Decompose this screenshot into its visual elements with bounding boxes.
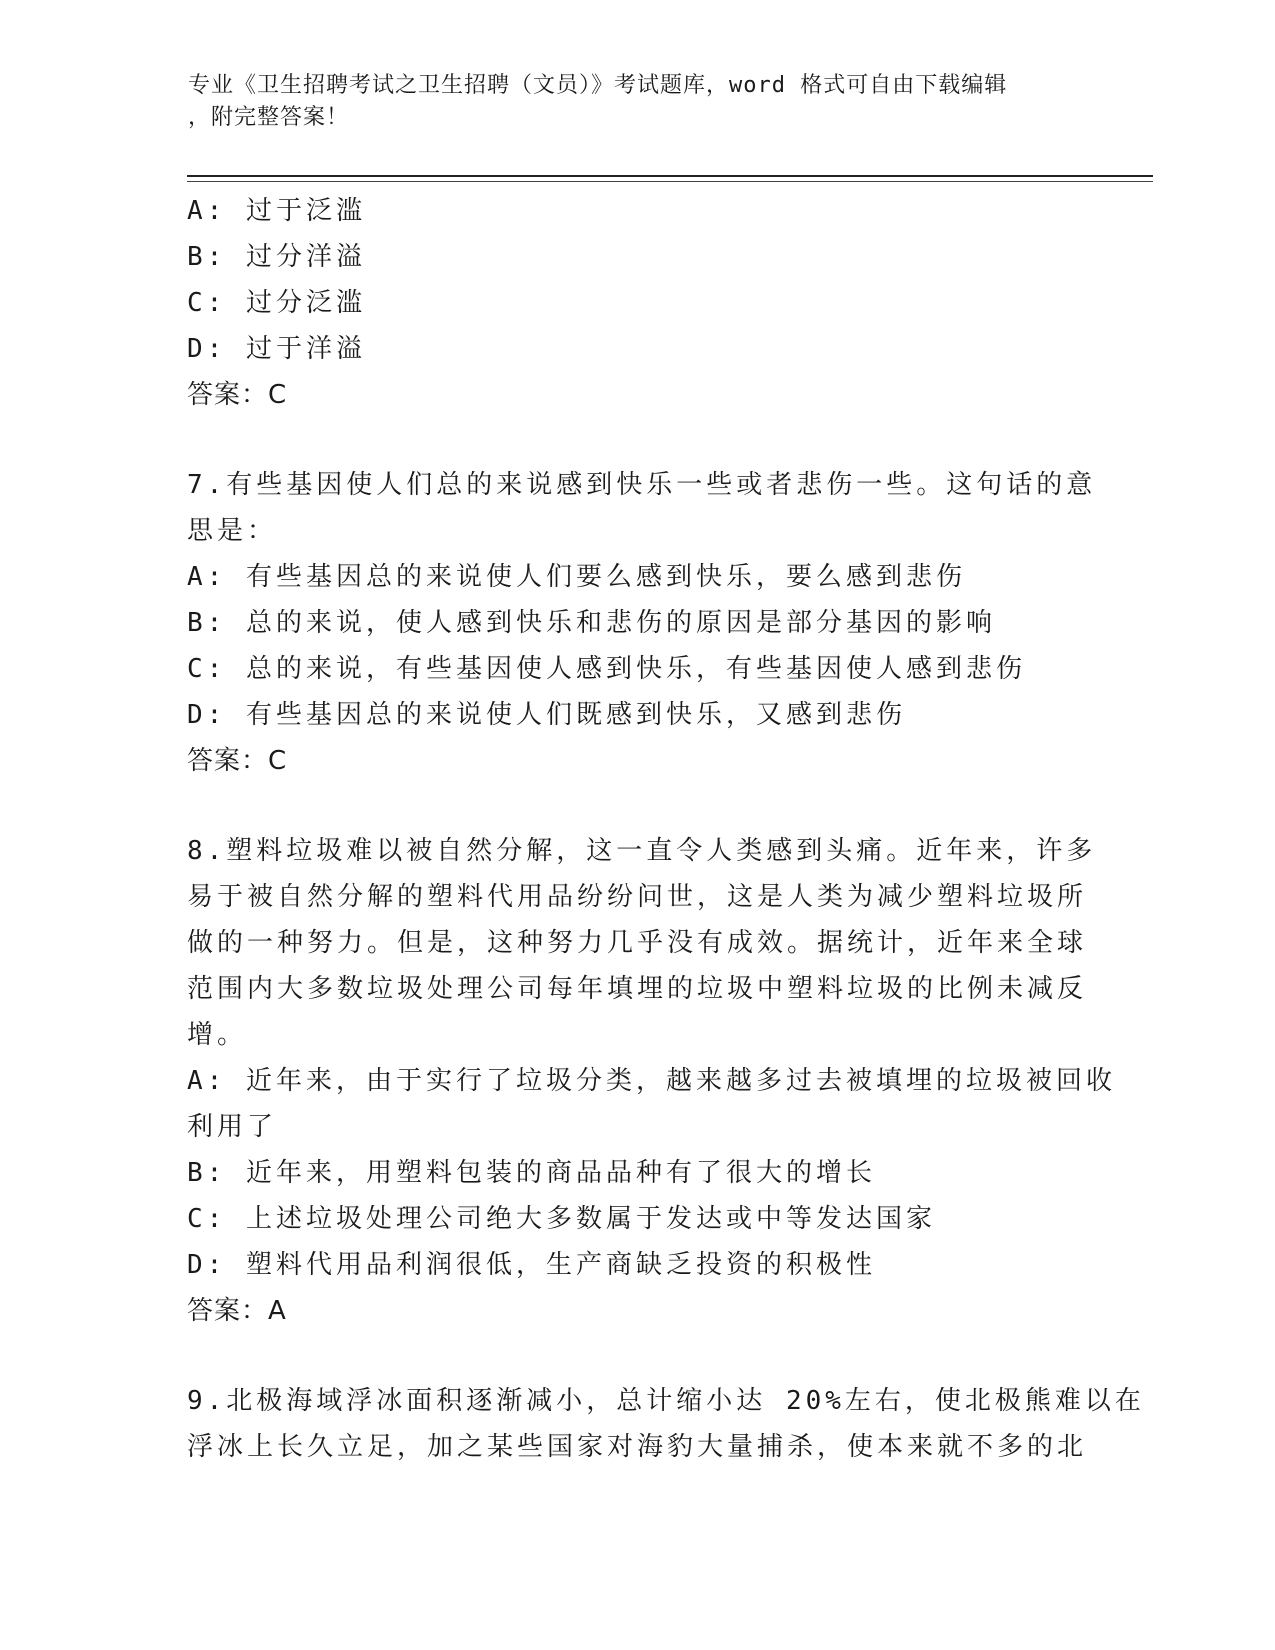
answer-line: 答案：C	[187, 380, 288, 410]
option-a: A: 过于泛滥	[187, 196, 366, 226]
option-b: B: 过分洋溢	[187, 242, 366, 272]
question-9	[187, 1378, 1145, 1470]
question-stem-line: 7.有些基因使人们总的来说感到快乐一些或者悲伤一些。这句话的意	[187, 470, 1097, 500]
question-6	[187, 188, 1087, 418]
option-a-continued: 利用了	[187, 1112, 278, 1142]
question-stem-line: 易于被自然分解的塑料代用品纷纷问世，这是人类为减少塑料垃圾所	[187, 882, 1088, 912]
question-stem-line: 做的一种努力。但是，这种努力几乎没有成效。据统计，近年来全球	[187, 928, 1088, 958]
question-stem-line: 9.北极海域浮冰面积逐渐减小，总计缩小达 20%左右，使北极熊难以在	[187, 1386, 1145, 1416]
header-line-2: ，附完整答案！	[188, 105, 350, 130]
option-d: D: 塑料代用品利润很低，生产商缺乏投资的积极性	[187, 1250, 876, 1280]
question-spacer	[187, 784, 1087, 828]
question-stem-line: 范围内大多数垃圾处理公司每年填埋的垃圾中塑料垃圾的比例未减反	[187, 974, 1088, 1004]
question-stem-line: 浮冰上长久立足，加之某些国家对海豹大量捕杀，使本来就不多的北	[187, 1432, 1088, 1462]
question-8	[187, 828, 1116, 1334]
question-stem-line: 思是：	[187, 516, 278, 546]
option-d: D: 有些基因总的来说使人们既感到快乐，又感到悲伤	[187, 700, 906, 730]
answer-line: 答案：A	[187, 1296, 287, 1326]
header-divider-thick	[187, 175, 1153, 177]
option-c: C: 上述垃圾处理公司绝大多数属于发达或中等发达国家	[187, 1204, 936, 1234]
option-b: B: 近年来，用塑料包装的商品品种有了很大的增长	[187, 1158, 876, 1188]
option-c: C: 总的来说，有些基因使人感到快乐，有些基因使人感到悲伤	[187, 654, 1026, 684]
document-header	[188, 70, 1088, 134]
question-list	[187, 188, 1145, 1470]
option-a: A: 有些基因总的来说使人们要么感到快乐，要么感到悲伤	[187, 562, 966, 592]
answer-line: 答案：C	[187, 746, 288, 776]
question-stem-line: 8.塑料垃圾难以被自然分解，这一直令人类感到头痛。近年来，许多	[187, 836, 1097, 866]
header-divider-thin	[187, 181, 1153, 182]
option-a: A: 近年来，由于实行了垃圾分类，越来越多过去被填埋的垃圾被回收	[187, 1066, 1116, 1096]
question-spacer	[187, 1334, 1087, 1378]
question-spacer	[187, 418, 1087, 462]
option-c: C: 过分泛滥	[187, 288, 366, 318]
option-b: B: 总的来说，使人感到快乐和悲伤的原因是部分基因的影响	[187, 608, 996, 638]
question-7	[187, 462, 1097, 784]
question-stem-line: 增。	[187, 1020, 248, 1050]
header-line-1: 专业《卫生招聘考试之卫生招聘（文员）》考试题库，word 格式可自由下载编辑	[188, 73, 1008, 98]
option-d: D: 过于洋溢	[187, 334, 366, 364]
